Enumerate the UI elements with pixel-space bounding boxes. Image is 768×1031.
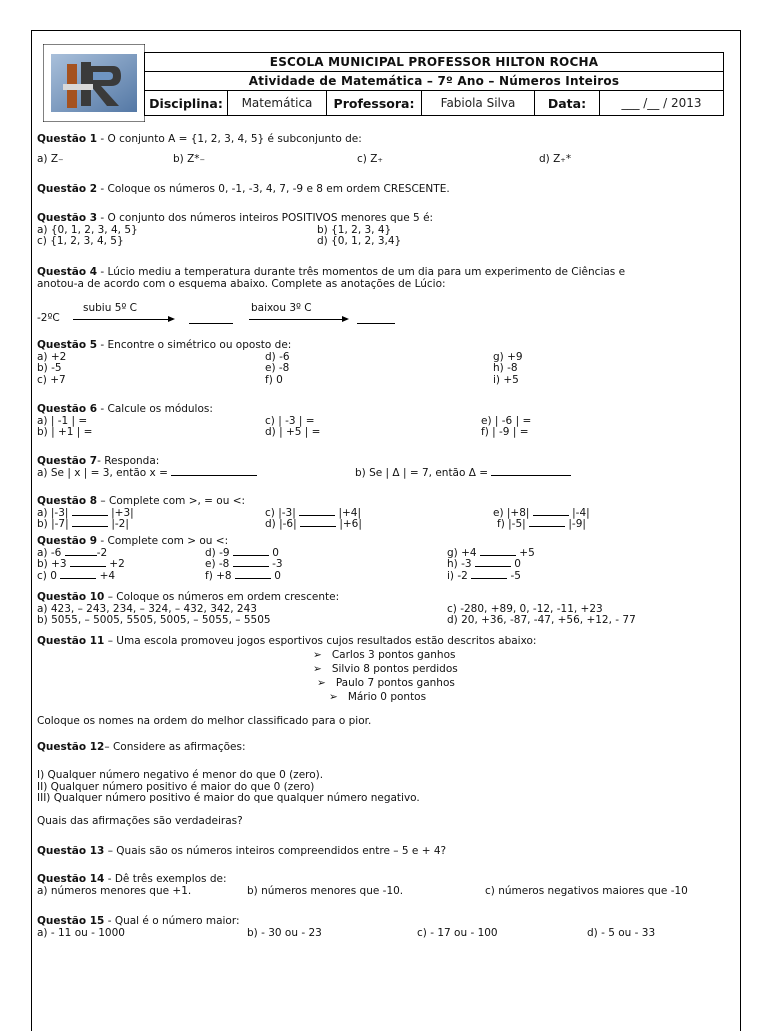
q4-start-temp: -2ºC: [37, 312, 60, 324]
q13-title: Questão 13: [37, 845, 105, 857]
q12-title: Questão 12: [37, 741, 105, 753]
q4-step2-label: baixou 3º C: [251, 302, 312, 314]
q4-text-2: anotou-a de acordo com o esquema abaixo. Complete as anotações de Lúcio:: [37, 277, 446, 290]
q9-item-h: h) -3 0: [447, 558, 521, 570]
q9-item-g: g) +4 +5: [447, 546, 535, 559]
q15-item-b: b) - 30 ou - 23: [247, 926, 322, 939]
q14-text: - Dê três exemplos de:: [104, 873, 227, 885]
q5-title: Questão 5: [37, 339, 98, 351]
question-8: [37, 496, 737, 536]
q10-text: – Coloque os números em ordem crescente:: [104, 591, 340, 603]
q5-item-i: i) +5: [493, 373, 519, 386]
q15-item-c: c) - 17 ou - 100: [417, 926, 498, 939]
question-1: [37, 134, 737, 170]
q2-text: - Coloque os números 0, -1, -3, 4, 7, -9 e 8 em ordem CRESCENTE.: [97, 183, 450, 195]
question-12: [37, 742, 737, 846]
activity-title: Atividade de Matemática – 7º Ano – Números Inteiros: [145, 72, 724, 91]
q4-step1-label: subiu 5º C: [83, 302, 137, 314]
q12-statement-iii: III) Qualquer número positivo é maior do que qualquer número negativo.: [37, 792, 420, 804]
q15-item-a: a) - 11 ou - 1000: [37, 926, 125, 939]
q6-item-c: c) | -3 | =: [265, 414, 315, 427]
question-11: [37, 636, 737, 730]
q12-ask: Quais das afirmações são verdadeiras?: [37, 815, 243, 827]
q5-item-b: b) -5: [37, 362, 62, 374]
q3-title: Questão 3: [37, 212, 98, 224]
q1-option-d: d) Z₊*: [539, 153, 572, 165]
q9-item-b: b) +3 +2: [37, 558, 125, 570]
header-table: [144, 52, 724, 116]
question-9: [37, 536, 737, 592]
school-name: ESCOLA MUNICIPAL PROFESSOR HILTON ROCHA: [145, 53, 724, 72]
q3-option-a: a) {0, 1, 2, 3, 4, 5}: [37, 223, 138, 236]
q9-item-a: a) -6 -2: [37, 546, 108, 559]
q4-title: Questão 4: [37, 266, 98, 278]
q8-item-a: a) |-3| |+3|: [37, 506, 134, 519]
q9-item-d: d) -9 0: [205, 546, 279, 559]
question-6: [37, 404, 737, 456]
question-7: [37, 456, 737, 496]
q8-item-f: f) |-5| |-9|: [497, 518, 586, 530]
q8-item-e: e) |+8| |-4|: [493, 506, 590, 519]
q12-text: – Considere as afirmações:: [104, 741, 246, 753]
question-15: [37, 916, 737, 946]
q3-option-d: d) {0, 1, 2, 3,4}: [317, 235, 402, 247]
question-13: [37, 846, 737, 874]
q5-item-c: c) +7: [37, 373, 66, 386]
q8-text: – Complete com >, = ou <:: [97, 495, 246, 507]
q3-text: - O conjunto dos números inteiros POSITIVOS menores que 5 é:: [97, 212, 434, 224]
question-3: [37, 213, 737, 267]
data-value: ___ /__ / 2013: [600, 91, 724, 116]
q13-text: – Quais são os números inteiros compreendidos entre – 5 e + 4?: [104, 845, 447, 857]
q3-option-c: c) {1, 2, 3, 4, 5}: [37, 235, 124, 247]
q10-item-c: c) -280, +89, 0, -12, -11, +23: [447, 602, 603, 615]
q5-item-h: h) -8: [493, 362, 518, 374]
questions: [37, 134, 737, 946]
school-logo: [43, 44, 145, 122]
q12-statement-ii: II) Qualquer número positivo é maior do que 0 (zero): [37, 780, 315, 793]
q5-item-e: e) -8: [265, 362, 290, 374]
q4-arrow-1: [73, 319, 173, 320]
professora-value: Fabiola Silva: [422, 91, 535, 116]
q6-item-f: f) | -9 | =: [481, 426, 529, 438]
q9-item-c: c) 0 +4: [37, 569, 116, 582]
q5-item-a: a) +2: [37, 350, 67, 363]
q8-item-d: d) |-6| |+6|: [265, 518, 362, 530]
q4-blank-1: [189, 323, 233, 324]
question-2: [37, 184, 737, 213]
q4-text: - Lúcio mediu a temperatura durante três momentos de um dia para um experimento de Ciências e: [97, 266, 626, 278]
q11-item-mario: ➢ Mário 0 pontos: [329, 691, 427, 703]
q1-option-a: a) Z₋: [37, 153, 64, 165]
q5-item-d: d) -6: [265, 350, 290, 363]
q1-option-c: c) Z₊: [357, 153, 383, 165]
q6-title: Questão 6: [37, 403, 98, 415]
disciplina-value: Matemática: [228, 91, 327, 116]
q14-title: Questão 14: [37, 873, 105, 885]
q6-text: - Calcule os módulos:: [97, 403, 213, 415]
q1-text: - O conjunto A = {1, 2, 3, 4, 5} é subconjunto de:: [97, 133, 362, 145]
q7-item-a: a) Se | x | = 3, então x =: [37, 468, 257, 480]
q15-text: - Qual é o número maior:: [104, 915, 240, 927]
q5-item-f: f) 0: [265, 373, 283, 386]
professora-label: Professora:: [327, 91, 422, 116]
q1-title: Questão 1: [37, 133, 98, 145]
q4-arrow-2: [249, 319, 347, 320]
q7-item-b: b) Se | Δ | = 7, então Δ =: [355, 468, 571, 480]
q3-option-b: b) {1, 2, 3, 4}: [317, 223, 392, 236]
q9-title: Questão 9: [37, 535, 98, 547]
q8-title: Questão 8: [37, 495, 98, 507]
q5-text: - Encontre o simétrico ou oposto de:: [97, 339, 292, 351]
question-4: [37, 267, 737, 340]
q11-title: Questão 11: [37, 635, 105, 647]
q10-item-b: b) 5055, – 5005, 5505, 5005, – 5055, – 5505: [37, 614, 271, 626]
question-5: [37, 340, 737, 404]
q11-instruction: Coloque os nomes na ordem do melhor classificado para o pior.: [37, 715, 372, 727]
q14-item-a: a) números menores que +1.: [37, 884, 192, 897]
q11-item-paulo: ➢ Paulo 7 pontos ganhos: [317, 677, 455, 689]
q7-title: Questão 7: [37, 455, 98, 467]
q9-text: - Complete com > ou <:: [97, 535, 229, 547]
q6-item-b: b) | +1 | =: [37, 426, 93, 438]
disciplina-label: Disciplina:: [145, 91, 228, 116]
q6-item-d: d) | +5 | =: [265, 426, 321, 438]
q11-text: – Uma escola promoveu jogos esportivos cujos resultados estão descritos abaixo:: [104, 635, 537, 647]
q14-item-b: b) números menores que -10.: [247, 884, 404, 897]
q9-item-e: e) -8 -3: [205, 558, 283, 570]
q11-item-carlos: ➢ Carlos 3 pontos ganhos: [313, 649, 456, 661]
q7-text: - Responda:: [97, 455, 160, 467]
question-14: [37, 874, 737, 916]
q1-option-b: b) Z*₋: [173, 153, 206, 165]
data-label: Data:: [535, 91, 600, 116]
q6-item-a: a) | -1 | =: [37, 414, 88, 427]
q9-item-i: i) -2 -5: [447, 569, 521, 582]
q15-title: Questão 15: [37, 915, 105, 927]
q14-item-c: c) números negativos maiores que -10: [485, 884, 688, 897]
q2-title: Questão 2: [37, 183, 98, 195]
q15-item-d: d) - 5 ou - 33: [587, 926, 656, 939]
q4-blank-2: [357, 323, 395, 324]
q8-item-c: c) |-3| |+4|: [265, 506, 362, 519]
q11-item-silvio: ➢ Silvio 8 pontos perdidos: [313, 663, 458, 675]
q12-statement-i: I) Qualquer número negativo é menor do que 0 (zero).: [37, 769, 324, 781]
q8-item-b: b) |-7| |-2|: [37, 518, 129, 530]
q10-item-a: a) 423, – 243, 234, – 324, – 432, 342, 243: [37, 602, 257, 615]
q10-item-d: d) 20, +36, -87, -47, +56, +12, - 77: [447, 614, 636, 626]
question-10: [37, 592, 737, 636]
q10-title: Questão 10: [37, 591, 105, 603]
q6-item-e: e) | -6 | =: [481, 414, 532, 427]
q9-item-f: f) +8 0: [205, 569, 281, 582]
q5-item-g: g) +9: [493, 350, 523, 363]
